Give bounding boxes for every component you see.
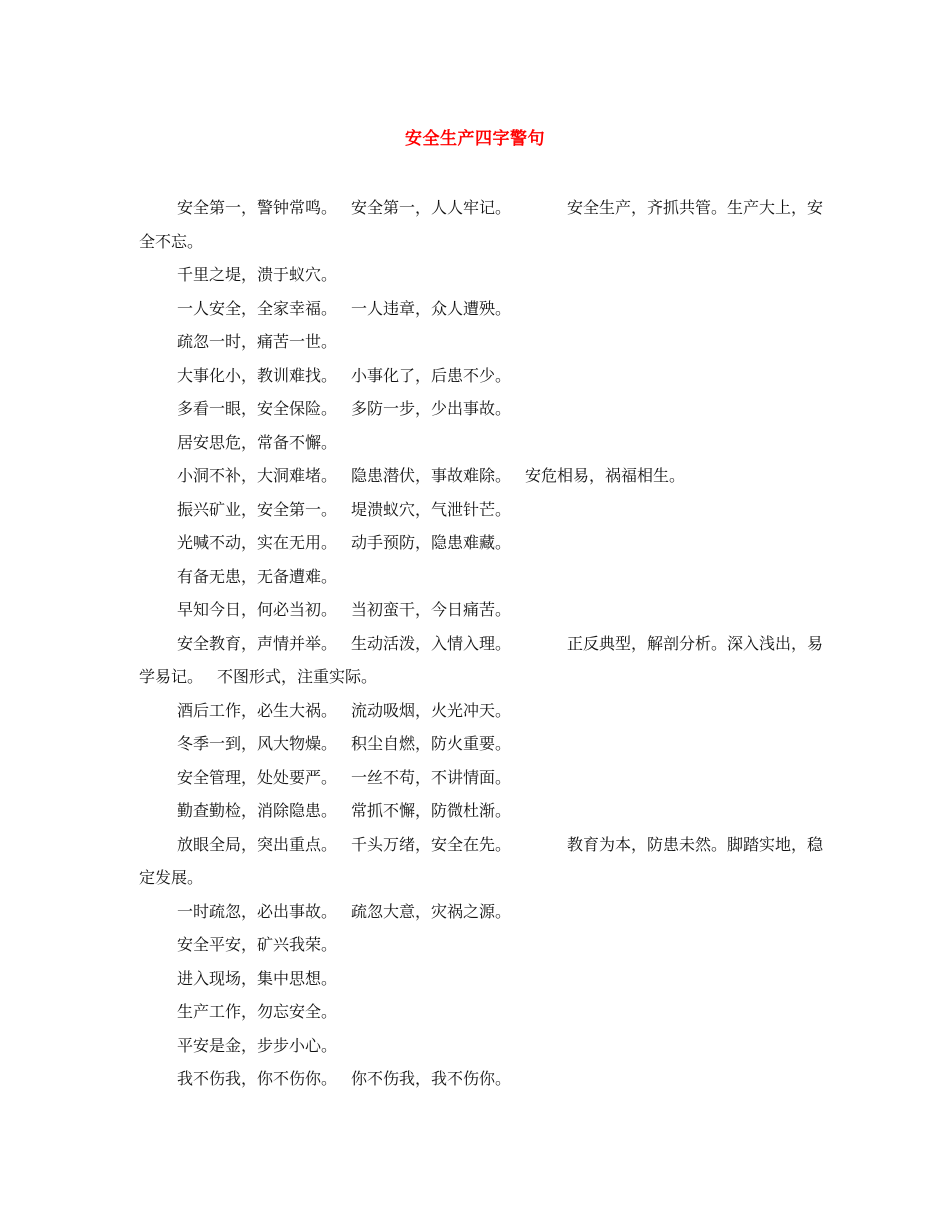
sentence: 光喊不动，实在无用。 — [177, 533, 338, 552]
paragraph — [139, 1062, 829, 1096]
sentence: 当初蛮干，今日痛苦。 — [351, 600, 512, 619]
paragraph — [139, 191, 829, 258]
sentence: 我不伤我，你不伤你。 — [177, 1069, 338, 1088]
paragraph — [139, 292, 829, 326]
sentence: 流动吸烟，火光冲天。 — [351, 700, 512, 720]
sentence: 安全管理，处处要严。 — [177, 767, 338, 787]
paragraph — [139, 426, 829, 460]
sentence: 疏忽大意，灾祸之源。 — [351, 901, 512, 921]
sentence: 多看一眼，安全保险。 — [177, 399, 338, 418]
sentence: 安全教育，声情并举。 — [177, 633, 338, 653]
paragraph — [139, 526, 829, 560]
paragraph — [139, 392, 829, 426]
sentence: 疏忽一时，痛苦一世。 — [177, 332, 338, 351]
sentence: 酒后工作，必生大祸。 — [177, 700, 338, 720]
sentence: 冬季一到，风大物燥。 — [177, 734, 338, 753]
paragraph — [139, 493, 829, 527]
paragraph — [139, 459, 829, 493]
sentence: 不图形式，注重实际。 — [217, 667, 378, 686]
paragraph — [139, 727, 829, 761]
sentence: 放眼全局，突出重点。 — [177, 834, 338, 854]
sentence: 安全生产，齐抓共管。生产大上，安全不忘。 — [139, 198, 824, 251]
sentence: 动手预防，隐患难藏。 — [351, 533, 512, 552]
paragraph — [139, 258, 829, 292]
sentence: 安全平安，矿兴我荣。 — [177, 935, 338, 954]
paragraph — [139, 694, 829, 728]
sentence: 生动活泼，入情入理。 — [351, 633, 512, 653]
sentence: 一丝不苟，不讲情面。 — [351, 767, 512, 787]
sentence: 一时疏忽，必出事故。 — [177, 901, 338, 921]
paragraph — [139, 627, 829, 694]
paragraph — [139, 325, 829, 359]
sentence: 平安是金，步步小心。 — [177, 1035, 338, 1055]
sentence: 多防一步，少出事故。 — [351, 399, 512, 418]
sentence: 早知今日，何必当初。 — [177, 600, 338, 619]
paragraph — [139, 560, 829, 594]
paragraph — [139, 1029, 829, 1063]
paragraph — [139, 794, 829, 828]
document-body — [139, 191, 829, 1096]
sentence: 一人违章，众人遭殃。 — [351, 298, 512, 318]
paragraph — [139, 359, 829, 393]
sentence: 一人安全，全家幸福。 — [177, 298, 338, 318]
sentence: 振兴矿业，安全第一。 — [177, 499, 338, 519]
sentence: 积尘自燃，防火重要。 — [351, 734, 512, 753]
sentence: 正反典型，解剖分析。深入浅出，易学易记。 — [139, 633, 824, 686]
paragraph — [139, 761, 829, 795]
paragraph — [139, 828, 829, 895]
sentence: 你不伤我，我不伤你。 — [351, 1069, 512, 1088]
document-title: 安全生产四字警句 — [405, 129, 545, 149]
sentence: 千头万绪，安全在先。 — [351, 834, 512, 854]
sentence: 有备无患，无备遭难。 — [177, 566, 338, 586]
sentence: 堤溃蚁穴，气泄针芒。 — [351, 499, 512, 519]
paragraph — [139, 962, 829, 996]
sentence: 大事化小，教训难找。 — [177, 365, 338, 385]
sentence: 勤查勤检，消除隐患。 — [177, 801, 338, 820]
sentence: 安全第一，人人牢记。 — [351, 198, 512, 217]
paragraph — [139, 928, 829, 962]
paragraph — [139, 995, 829, 1029]
sentence: 进入现场，集中思想。 — [177, 968, 338, 988]
sentence: 生产工作，勿忘安全。 — [177, 1002, 338, 1021]
sentence: 教育为本，防患未然。脚踏实地，稳定发展。 — [139, 834, 824, 887]
sentence: 安全第一，警钟常鸣。 — [177, 198, 338, 217]
sentence: 安危相易，祸福相生。 — [525, 466, 686, 485]
sentence: 隐患潜伏，事故难除。 — [351, 466, 512, 485]
paragraph — [139, 593, 829, 627]
sentence: 千里之堤，溃于蚁穴。 — [177, 265, 338, 284]
sentence: 小洞不补，大洞难堵。 — [177, 466, 338, 485]
paragraph — [139, 895, 829, 929]
sentence: 小事化了，后患不少。 — [351, 365, 512, 385]
sentence: 常抓不懈，防微杜渐。 — [351, 801, 512, 820]
sentence: 居安思危，常备不懈。 — [177, 432, 338, 452]
